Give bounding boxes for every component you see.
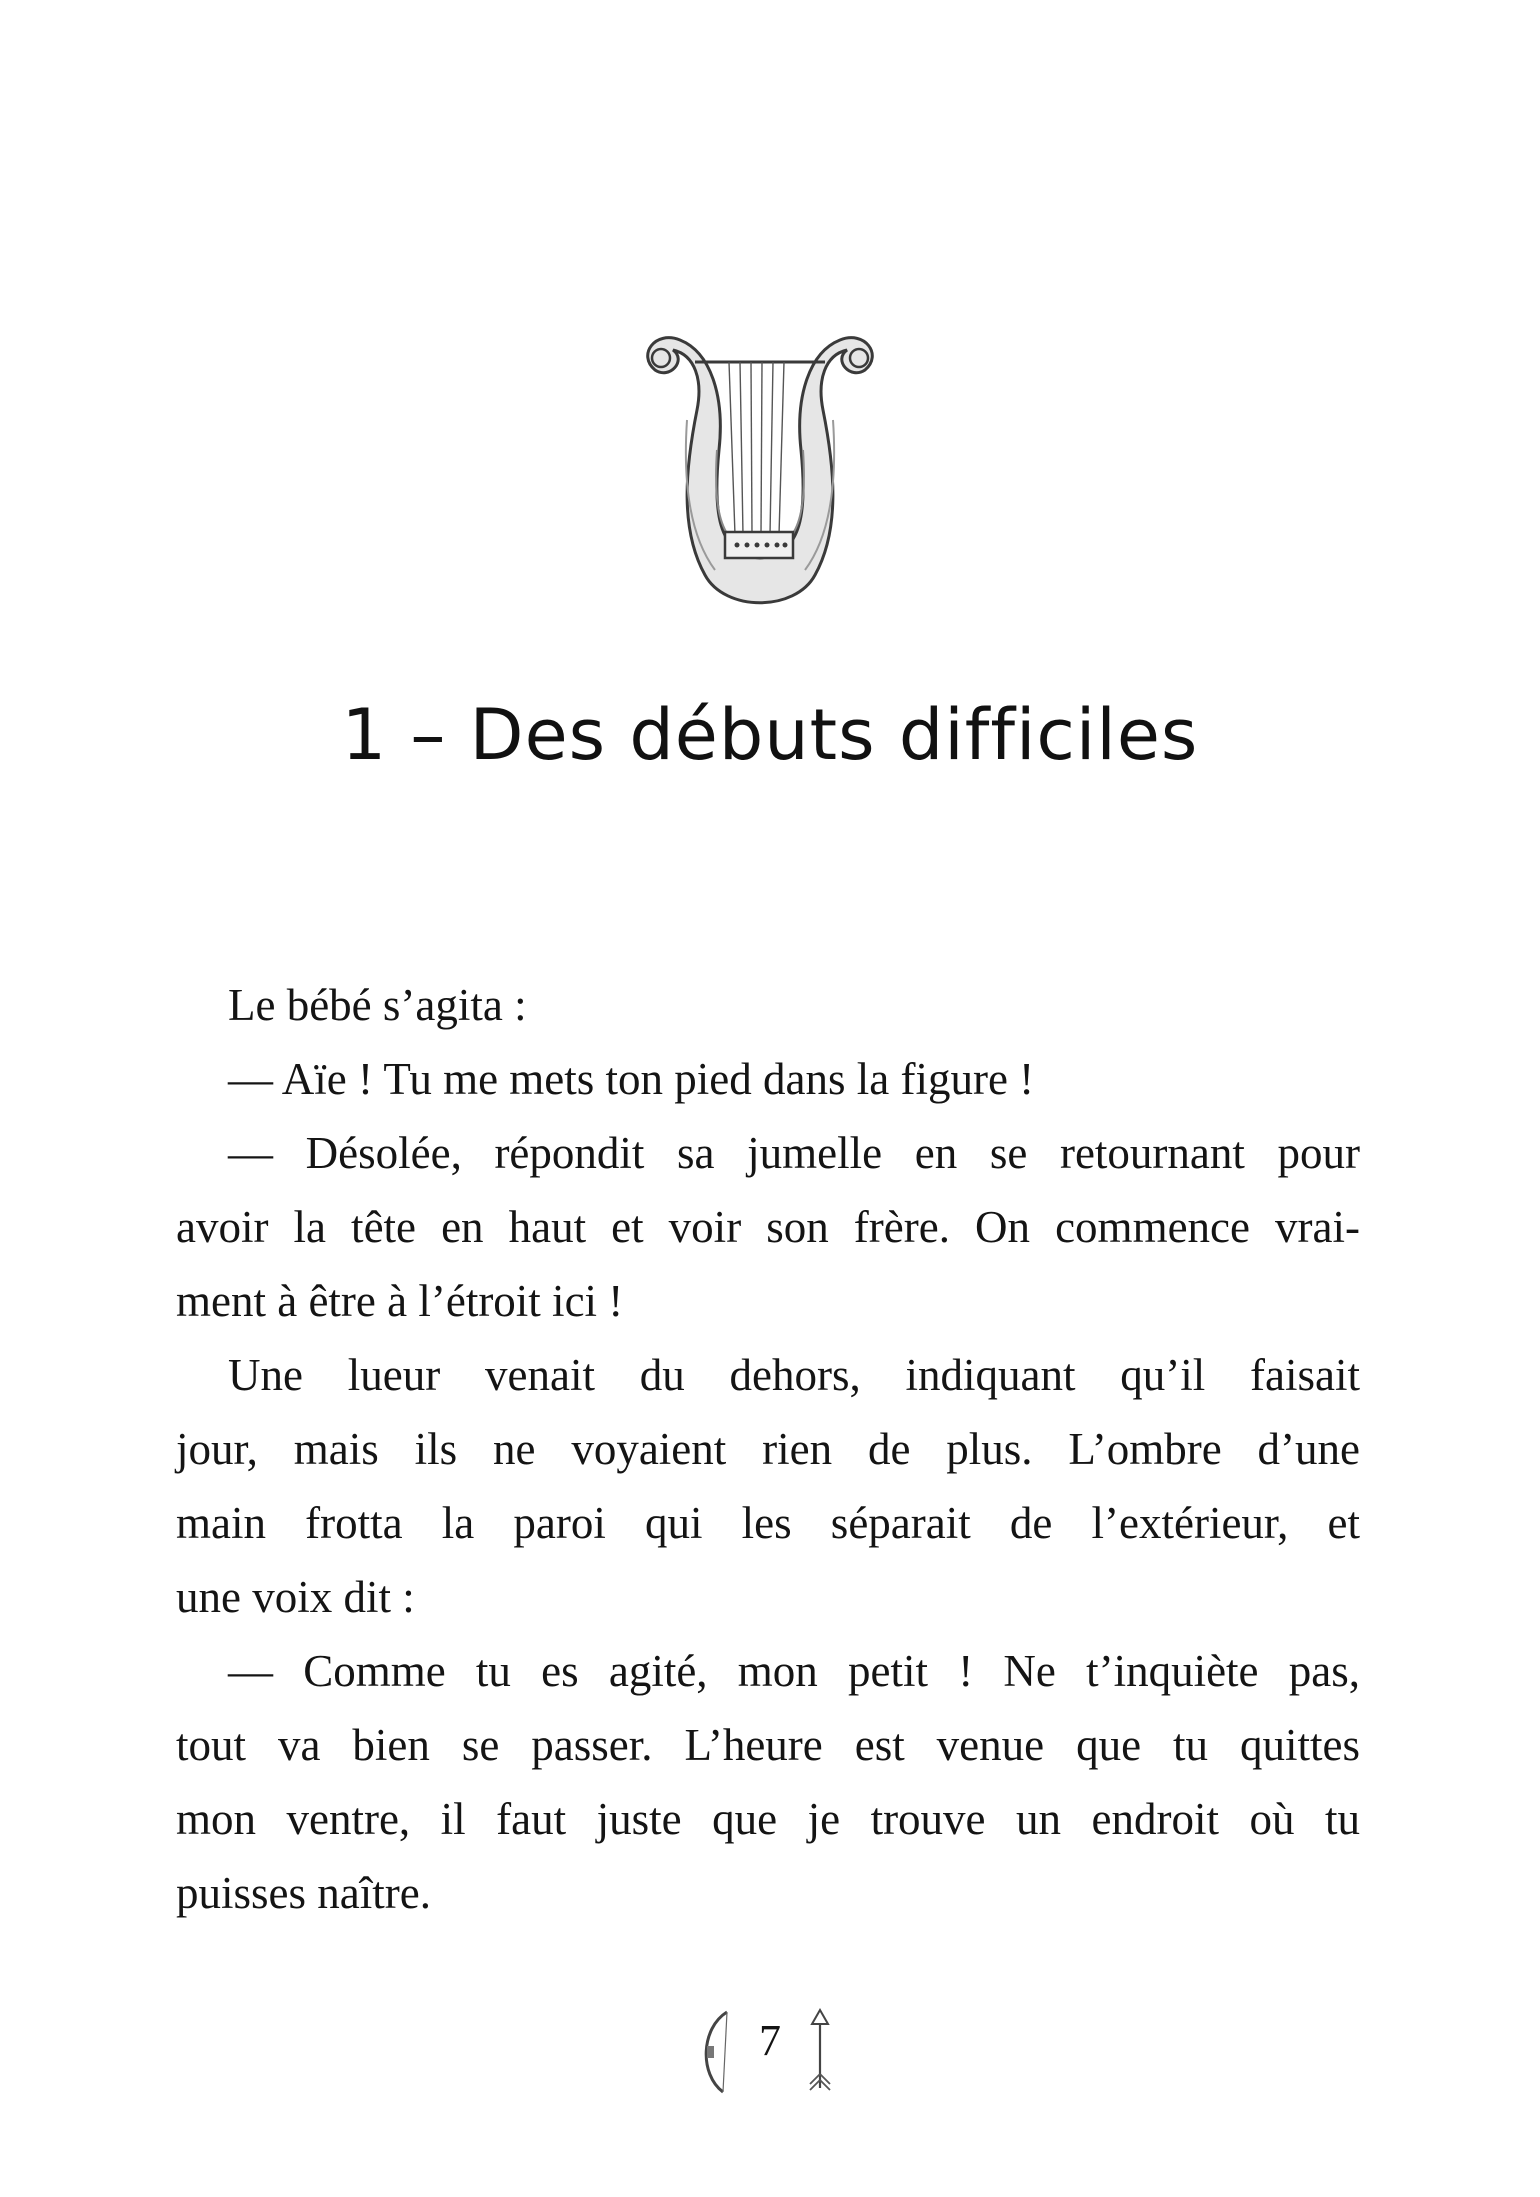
text-line: — Comme tu es agité, mon petit ! Ne t’inquiète pas, <box>228 1646 1360 1696</box>
page-footer <box>0 2000 1540 2100</box>
text-line: tout va bien se passer. L’heure est venue que tu quittes <box>176 1720 1360 1770</box>
text-line: puisses naître. <box>176 1868 431 1918</box>
text-line: jour, mais ils ne voyaient rien de plus. L’ombre d’une <box>176 1424 1360 1474</box>
page-number: 7 <box>759 2016 781 2065</box>
text-line: ment à être à l’étroit ici ! <box>176 1276 624 1326</box>
text-line: Une lueur venait du dehors, indiquant qu’il faisait <box>228 1350 1360 1400</box>
arrow-icon <box>800 2008 840 2096</box>
text-line: — Désolée, répondit sa jumelle en se retournant pour <box>228 1128 1360 1178</box>
text-line: avoir la tête en haut et voir son frère. On commence vrai- <box>176 1202 1360 1252</box>
text-line: une voix dit : <box>176 1572 415 1622</box>
text-line: Le bébé s’agita : <box>228 980 527 1030</box>
lyre-icon <box>625 300 895 645</box>
text-line: main frotta la paroi qui les séparait de l’extérieur, et <box>176 1498 1360 1548</box>
text-line: mon ventre, il faut juste que je trouve un endroit où tu <box>176 1794 1360 1844</box>
body-text <box>176 968 1360 1930</box>
text-line: — Aïe ! Tu me mets ton pied dans la figure ! <box>228 1054 1035 1104</box>
bow-icon <box>693 2008 741 2096</box>
chapter-title: 1 – Des débuts difficiles <box>341 694 1199 776</box>
